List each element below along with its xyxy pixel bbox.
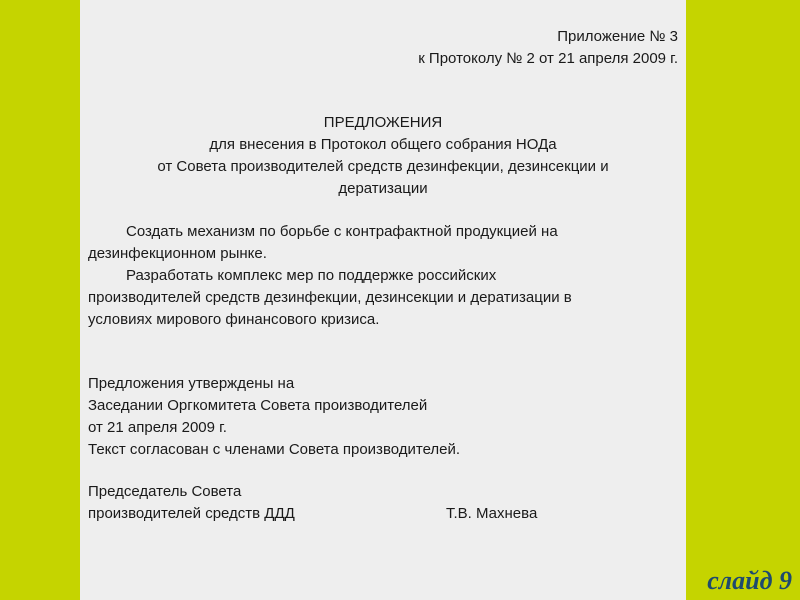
document-page xyxy=(80,0,686,600)
signatory-title-line-1: Председатель Совета xyxy=(88,483,242,500)
signatory-name: Т.В. Махнева xyxy=(446,505,538,522)
approval-line-1: Предложения утверждены на xyxy=(88,375,295,392)
slide-number-label: слайд 9 xyxy=(707,566,792,595)
proposal-2-line-3: условиях мирового финансового кризиса. xyxy=(88,311,380,328)
appendix-number: Приложение № 3 xyxy=(557,28,678,45)
protocol-reference: к Протоколу № 2 от 21 апреля 2009 г. xyxy=(418,50,678,67)
title-line-1: для внесения в Протокол общего собрания НОДа xyxy=(209,136,557,153)
approval-line-2: Заседании Оргкомитета Совета производителей xyxy=(88,397,428,414)
proposal-1-line-1: Создать механизм по борьбе с контрафактной продукцией на xyxy=(126,223,558,240)
approval-line-3: от 21 апреля 2009 г. xyxy=(88,419,227,436)
signatory-title-line-2: производителей средств ДДД xyxy=(88,505,295,522)
title-line-2: от Совета производителей средств дезинфекции, дезинсекции и xyxy=(157,158,609,175)
proposal-2-line-2: производителей средств дезинфекции, дезинсекции и дератизации в xyxy=(88,289,572,306)
title-line-3: дератизации xyxy=(338,180,428,197)
proposal-1-line-2: дезинфекционном рынке. xyxy=(88,245,267,262)
proposal-2-line-1: Разработать комплекс мер по поддержке российских xyxy=(126,267,497,284)
document-heading: ПРЕДЛОЖЕНИЯ xyxy=(323,114,443,131)
approval-line-4: Текст согласован с членами Совета производителей. xyxy=(88,441,461,458)
